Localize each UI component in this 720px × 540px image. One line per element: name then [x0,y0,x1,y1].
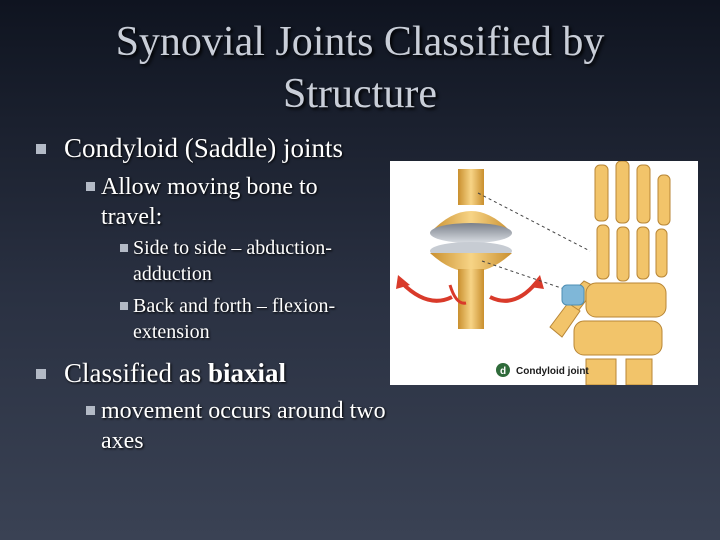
bullet-allow [86,172,376,232]
bullet-back-text: Back and forth – flexion-extension [133,295,336,343]
condyloid-joint-illustration [390,161,698,385]
bullet-allow-text: Allow moving bone to travel: [101,174,318,230]
bullet-square-icon [86,406,95,415]
bullet-square-icon [120,244,128,252]
title-line-1: Synovial Joints Classified by [115,19,605,65]
bullet-square-icon [120,302,128,310]
caption-letter: d [499,366,507,377]
bullet-movement-text: movement occurs around two axes [101,398,386,454]
bullet-classified [36,357,406,389]
bullet-back [120,293,360,345]
bullet-square-icon [36,369,46,379]
slide-title [40,16,680,120]
figure-caption [496,363,589,377]
classified-prefix: Classified as [64,358,202,388]
bullet-side [120,235,360,287]
bullet-movement [86,396,396,456]
bullet-square-icon [86,182,95,191]
joint-highlight [562,285,584,305]
title-line-2: Structure [283,71,437,117]
condyloid-joint-figure [390,161,698,385]
hand-skeleton [550,161,670,385]
joint-model [396,169,544,329]
bullet-classified-text [64,357,286,389]
bullet-condyloid [36,132,406,164]
classified-bold: biaxial [207,358,287,388]
caption-text: Condyloid joint [516,366,589,377]
bullet-square-icon [36,144,46,154]
bullet-condyloid-text: Condyloid (Saddle) joints [64,133,343,163]
bullet-side-text: Side to side – abduction-adduction [133,237,332,285]
